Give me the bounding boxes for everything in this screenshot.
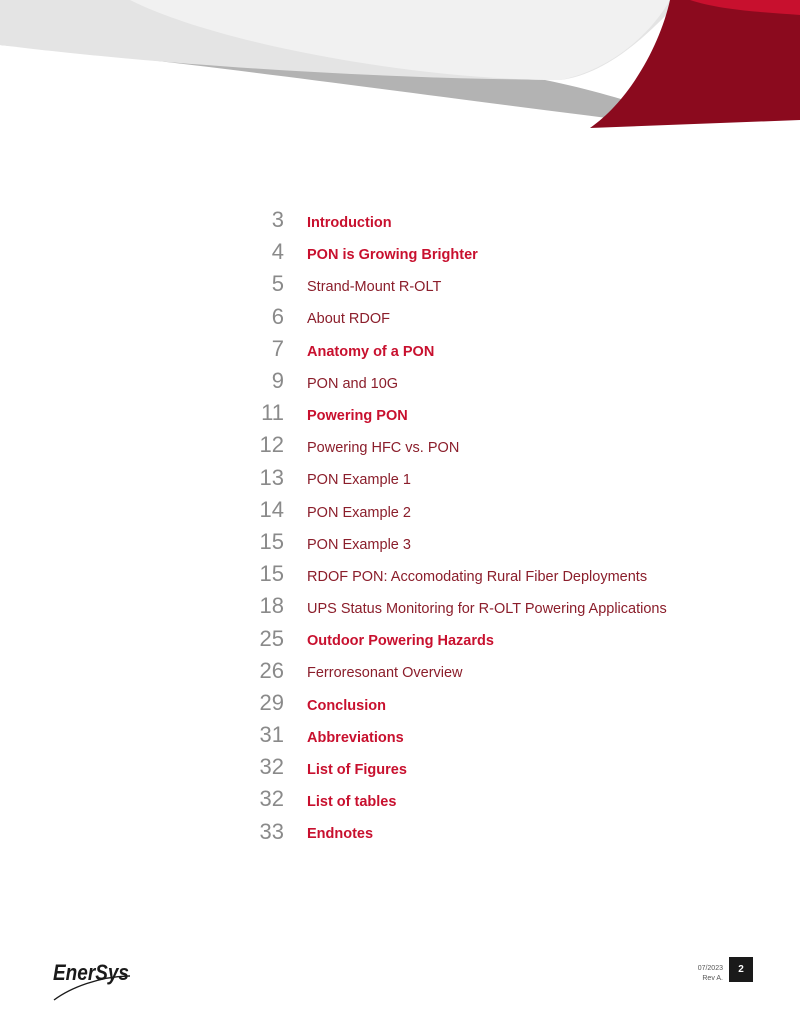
toc-title[interactable]: List of Figures <box>307 762 407 779</box>
page-number-badge: 2 <box>729 957 753 982</box>
toc-title[interactable]: Endnotes <box>307 826 374 843</box>
toc-page-number: 25 <box>259 625 284 651</box>
toc-entry[interactable] <box>250 687 770 719</box>
toc-entry[interactable] <box>250 751 770 783</box>
toc-page-number: 6 <box>271 303 284 329</box>
toc-title[interactable]: Ferroresonant Overview <box>307 665 463 682</box>
toc-page-number: 4 <box>271 239 284 265</box>
toc-title[interactable]: Conclusion <box>307 697 386 714</box>
toc-entry[interactable] <box>250 590 770 622</box>
toc-page-number: 11 <box>261 400 284 426</box>
toc-entry[interactable] <box>250 558 770 590</box>
toc-entry[interactable] <box>250 655 770 687</box>
toc-title[interactable]: List of tables <box>307 794 397 811</box>
toc-page-number: 18 <box>259 593 284 619</box>
toc-title[interactable]: Strand-Mount R-OLT <box>307 279 442 296</box>
toc-entry[interactable] <box>250 462 770 494</box>
footer-meta <box>660 964 723 984</box>
toc-page-number: 31 <box>259 722 284 748</box>
toc-page-number: 15 <box>259 561 284 587</box>
toc-title[interactable]: Anatomy of a PON <box>307 343 435 360</box>
toc-entry[interactable] <box>250 204 770 236</box>
toc-page-number: 15 <box>259 528 284 554</box>
toc-page-number: 3 <box>271 207 284 233</box>
toc-page-number: 12 <box>259 432 284 458</box>
toc-page-number: 14 <box>259 496 284 522</box>
toc-title[interactable]: PON and 10G <box>307 375 399 392</box>
toc-title[interactable]: Introduction <box>307 214 392 231</box>
toc-page-number: 7 <box>271 335 284 361</box>
toc-entry[interactable] <box>250 622 770 654</box>
toc-page-number: 29 <box>259 689 284 715</box>
toc-entry[interactable] <box>250 429 770 461</box>
toc-page-number: 9 <box>271 368 284 394</box>
toc-page-number: 13 <box>259 464 284 490</box>
header-swoosh-graphic <box>0 0 800 140</box>
toc-title[interactable]: RDOF PON: Accomodating Rural Fiber Deployments <box>307 568 648 585</box>
toc-entry[interactable] <box>250 333 770 365</box>
toc-entry[interactable] <box>250 365 770 397</box>
toc-page-number: 5 <box>271 271 284 297</box>
toc-entry[interactable] <box>250 268 770 300</box>
toc-page-number: 26 <box>259 657 284 683</box>
svg-text:EnerSys: EnerSys <box>53 960 129 985</box>
toc-title[interactable]: Powering PON <box>307 407 408 424</box>
toc-entry[interactable] <box>250 816 770 848</box>
toc-title[interactable]: UPS Status Monitoring for R-OLT Powering Applications <box>307 601 667 618</box>
toc-entry[interactable] <box>250 301 770 333</box>
document-revision: Rev A. <box>702 975 723 982</box>
toc-title[interactable]: PON Example 2 <box>307 504 411 521</box>
toc-entry[interactable] <box>250 397 770 429</box>
toc-title[interactable]: Abbreviations <box>307 729 404 746</box>
toc-title[interactable]: PON Example 3 <box>307 536 411 553</box>
toc-entry[interactable] <box>250 494 770 526</box>
enersys-logo <box>50 948 134 1004</box>
table-of-contents <box>250 204 770 848</box>
document-date: 07/2023 <box>697 965 723 972</box>
toc-entry[interactable] <box>250 236 770 268</box>
toc-title[interactable]: PON is Growing Brighter <box>307 247 478 264</box>
toc-entry[interactable] <box>250 783 770 815</box>
toc-title[interactable]: PON Example 1 <box>307 472 411 489</box>
toc-page-number: 32 <box>259 786 284 812</box>
toc-title[interactable]: Outdoor Powering Hazards <box>307 633 494 650</box>
toc-title[interactable]: Powering HFC vs. PON <box>307 440 460 457</box>
toc-page-number: 33 <box>259 818 284 844</box>
toc-page-number: 32 <box>259 754 284 780</box>
toc-entry[interactable] <box>250 719 770 751</box>
toc-title[interactable]: About RDOF <box>307 311 390 328</box>
toc-entry[interactable] <box>250 526 770 558</box>
